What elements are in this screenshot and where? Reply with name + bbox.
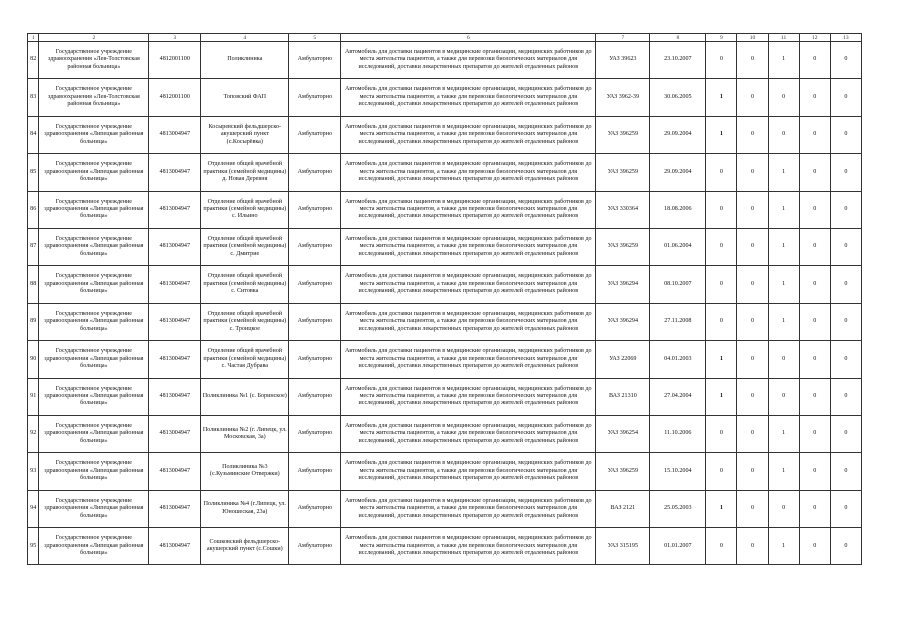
- count-col-9: 0: [706, 228, 737, 265]
- table-row: [28, 453, 862, 490]
- count-col-13: 0: [830, 79, 861, 116]
- service-type: Амбулаторно: [289, 228, 341, 265]
- table-row: [28, 303, 862, 340]
- organization-name: Государственное учреждение здравоохранения «Липецкая районная больница»: [39, 303, 149, 340]
- organization-name: Государственное учреждение здравоохранения «Липецкая районная больница»: [39, 116, 149, 153]
- unit-name: Косыревский фельдшерско-акушерский пункт (с.Косырёвка): [201, 116, 289, 153]
- count-col-13: 0: [830, 415, 861, 452]
- registration-date: 23.10.2007: [650, 42, 706, 79]
- count-col-9: 0: [706, 42, 737, 79]
- inn-code: 4813004947: [149, 453, 201, 490]
- count-col-11: 1: [768, 42, 799, 79]
- organization-name: Государственное учреждение здравоохранения «Липецкая районная больница»: [39, 415, 149, 452]
- count-col-9: 1: [706, 378, 737, 415]
- inn-code: 4813004947: [149, 341, 201, 378]
- count-col-10: 0: [737, 378, 768, 415]
- count-col-12: 0: [799, 191, 830, 228]
- count-col-9: 0: [706, 415, 737, 452]
- vehicle-purpose: Автомобиль для доставки пациентов в медицинские организации, медицинских работников до места жительства пациентов, а также для перевозки биологических материалов для исследований, доставки лекарственных препаратов до жителей отдаленных районов: [341, 341, 596, 378]
- table-row: [28, 415, 862, 452]
- column-number: 11: [768, 34, 799, 42]
- vehicle-purpose: Автомобиль для доставки пациентов в медицинские организации, медицинских работников до места жительства пациентов, а также для перевозки биологических материалов для исследований, доставки лекарственных препаратов до жителей отдаленных районов: [341, 42, 596, 79]
- count-col-12: 0: [799, 116, 830, 153]
- vehicle-model: УАЗ 330364: [596, 191, 650, 228]
- organization-name: Государственное учреждение здравоохранения «Липецкая районная больница»: [39, 191, 149, 228]
- column-number-row: [28, 34, 862, 42]
- unit-name: Поликлиника №1 (с. Боринское): [201, 378, 289, 415]
- count-col-10: 0: [737, 266, 768, 303]
- count-col-9: 1: [706, 490, 737, 527]
- table-row: [28, 154, 862, 191]
- column-number: 9: [706, 34, 737, 42]
- unit-name: Отделение общей врачебной практики (семейной медицины) с. Ильино: [201, 191, 289, 228]
- registration-date: 08.10.2007: [650, 266, 706, 303]
- service-type: Амбулаторно: [289, 42, 341, 79]
- count-col-13: 0: [830, 490, 861, 527]
- count-col-11: 1: [768, 191, 799, 228]
- organization-name: Государственное учреждение здравоохранения «Липецкая районная больница»: [39, 453, 149, 490]
- row-number: 89: [28, 303, 39, 340]
- inn-code: 4813004947: [149, 303, 201, 340]
- organization-name: Государственное учреждение здравоохранения «Липецкая районная больница»: [39, 228, 149, 265]
- column-number: 5: [289, 34, 341, 42]
- count-col-11: 0: [768, 490, 799, 527]
- table-row: [28, 116, 862, 153]
- count-col-12: 0: [799, 42, 830, 79]
- row-number: 91: [28, 378, 39, 415]
- count-col-11: 1: [768, 528, 799, 565]
- count-col-10: 0: [737, 415, 768, 452]
- unit-name: Поликлиника: [201, 42, 289, 79]
- vehicle-model: ВАЗ 21310: [596, 378, 650, 415]
- count-col-12: 0: [799, 378, 830, 415]
- vehicle-purpose: Автомобиль для доставки пациентов в медицинские организации, медицинских работников до места жительства пациентов, а также для перевозки биологических материалов для исследований, доставки лекарственных препаратов до жителей отдаленных районов: [341, 528, 596, 565]
- registration-date: 11.10.2006: [650, 415, 706, 452]
- count-col-13: 0: [830, 42, 861, 79]
- row-number: 86: [28, 191, 39, 228]
- count-col-10: 0: [737, 116, 768, 153]
- count-col-13: 0: [830, 116, 861, 153]
- vehicle-purpose: Автомобиль для доставки пациентов в медицинские организации, медицинских работников до места жительства пациентов, а также для перевозки биологических материалов для исследований, доставки лекарственных препаратов до жителей отдаленных районов: [341, 191, 596, 228]
- count-col-12: 0: [799, 228, 830, 265]
- service-type: Амбулаторно: [289, 154, 341, 191]
- unit-name: Отделение общей врачебной практики (семейной медицины) с. Ситовка: [201, 266, 289, 303]
- row-number: 87: [28, 228, 39, 265]
- unit-name: Поликлиника №3 (с.Кузьминские Отвержки): [201, 453, 289, 490]
- registration-date: 15.10.2004: [650, 453, 706, 490]
- registration-date: 29.09.2004: [650, 154, 706, 191]
- count-col-10: 0: [737, 191, 768, 228]
- count-col-11: 1: [768, 303, 799, 340]
- vehicle-model: УАЗ 22069: [596, 341, 650, 378]
- count-col-12: 0: [799, 266, 830, 303]
- service-type: Амбулаторно: [289, 116, 341, 153]
- count-col-9: 0: [706, 154, 737, 191]
- unit-name: Отделение общей врачебной практики (семейной медицины) с. Троицкое: [201, 303, 289, 340]
- organization-name: Государственное учреждение здравоохранения «Липецкая районная больница»: [39, 378, 149, 415]
- count-col-10: 0: [737, 341, 768, 378]
- vehicle-model: УАЗ 396259: [596, 228, 650, 265]
- registration-date: 30.06.2005: [650, 79, 706, 116]
- vehicle-purpose: Автомобиль для доставки пациентов в медицинские организации, медицинских работников до места жительства пациентов, а также для перевозки биологических материалов для исследований, доставки лекарственных препаратов до жителей отдаленных районов: [341, 415, 596, 452]
- count-col-13: 0: [830, 341, 861, 378]
- count-col-12: 0: [799, 528, 830, 565]
- count-col-13: 0: [830, 266, 861, 303]
- row-number: 82: [28, 42, 39, 79]
- count-col-11: 1: [768, 228, 799, 265]
- count-col-10: 0: [737, 303, 768, 340]
- inn-code: 4813004947: [149, 415, 201, 452]
- count-col-9: 0: [706, 453, 737, 490]
- inn-code: 4813004947: [149, 228, 201, 265]
- count-col-12: 0: [799, 303, 830, 340]
- vehicle-model: УАЗ 39623: [596, 42, 650, 79]
- count-col-13: 0: [830, 154, 861, 191]
- count-col-9: 1: [706, 79, 737, 116]
- row-number: 93: [28, 453, 39, 490]
- table-row: [28, 341, 862, 378]
- table-row: [28, 490, 862, 527]
- vehicle-model: УАЗ 396259: [596, 154, 650, 191]
- count-col-10: 0: [737, 154, 768, 191]
- column-number: 10: [737, 34, 768, 42]
- service-type: Амбулаторно: [289, 341, 341, 378]
- count-col-12: 0: [799, 154, 830, 191]
- count-col-12: 0: [799, 453, 830, 490]
- service-type: Амбулаторно: [289, 415, 341, 452]
- count-col-9: 0: [706, 266, 737, 303]
- count-col-12: 0: [799, 341, 830, 378]
- inn-code: 4812001100: [149, 79, 201, 116]
- vehicle-model: УАЗ 315195: [596, 528, 650, 565]
- unit-name: Топовский ФАП: [201, 79, 289, 116]
- vehicle-register-table: [27, 33, 862, 565]
- count-col-10: 0: [737, 490, 768, 527]
- row-number: 95: [28, 528, 39, 565]
- count-col-11: 1: [768, 154, 799, 191]
- count-col-10: 0: [737, 228, 768, 265]
- row-number: 94: [28, 490, 39, 527]
- vehicle-purpose: Автомобиль для доставки пациентов в медицинские организации, медицинских работников до места жительства пациентов, а также для перевозки биологических материалов для исследований, доставки лекарственных препаратов до жителей отдаленных районов: [341, 228, 596, 265]
- inn-code: 4813004947: [149, 191, 201, 228]
- vehicle-purpose: Автомобиль для доставки пациентов в медицинские организации, медицинских работников до места жительства пациентов, а также для перевозки биологических материалов для исследований, доставки лекарственных препаратов до жителей отдаленных районов: [341, 303, 596, 340]
- count-col-11: 1: [768, 453, 799, 490]
- organization-name: Государственное учреждение здравоохранения «Липецкая районная больница»: [39, 154, 149, 191]
- count-col-9: 0: [706, 303, 737, 340]
- column-number: 2: [39, 34, 149, 42]
- vehicle-purpose: Автомобиль для доставки пациентов в медицинские организации, медицинских работников до места жительства пациентов, а также для перевозки биологических материалов для исследований, доставки лекарственных препаратов до жителей отдаленных районов: [341, 154, 596, 191]
- unit-name: Поликлиника №4 (г.Липецк, ул. Юношеская, 23а): [201, 490, 289, 527]
- vehicle-model: ВАЗ 2121: [596, 490, 650, 527]
- service-type: Амбулаторно: [289, 528, 341, 565]
- vehicle-purpose: Автомобиль для доставки пациентов в медицинские организации, медицинских работников до места жительства пациентов, а также для перевозки биологических материалов для исследований, доставки лекарственных препаратов до жителей отдаленных районов: [341, 490, 596, 527]
- vehicle-model: УАЗ 396259: [596, 453, 650, 490]
- count-col-11: 0: [768, 79, 799, 116]
- inn-code: 4813004947: [149, 154, 201, 191]
- column-number: 7: [596, 34, 650, 42]
- registration-date: 01.06.2004: [650, 228, 706, 265]
- row-number: 84: [28, 116, 39, 153]
- table-row: [28, 266, 862, 303]
- organization-name: Государственное учреждение здравоохранения «Липецкая районная больница»: [39, 528, 149, 565]
- count-col-11: 1: [768, 266, 799, 303]
- vehicle-purpose: Автомобиль для доставки пациентов в медицинские организации, медицинских работников до места жительства пациентов, а также для перевозки биологических материалов для исследований, доставки лекарственных препаратов до жителей отдаленных районов: [341, 116, 596, 153]
- column-number: 8: [650, 34, 706, 42]
- count-col-13: 0: [830, 378, 861, 415]
- unit-name: Отделение общей врачебной практики (семейной медицины) с. Частая Дубрава: [201, 341, 289, 378]
- column-number: 6: [341, 34, 596, 42]
- count-col-9: 1: [706, 116, 737, 153]
- count-col-11: 0: [768, 378, 799, 415]
- unit-name: Отделение общей врачебной практики (семейной медицины) д. Новая Деревня: [201, 154, 289, 191]
- column-number: 13: [830, 34, 861, 42]
- count-col-10: 0: [737, 42, 768, 79]
- registration-date: 18.08.2006: [650, 191, 706, 228]
- inn-code: 4813004947: [149, 116, 201, 153]
- organization-name: Государственное учреждение здравоохранения «Липецкая районная больница»: [39, 341, 149, 378]
- unit-name: Сошковский фельдшерско-акушерский пункт (с.Сошки): [201, 528, 289, 565]
- inn-code: 4813004947: [149, 528, 201, 565]
- count-col-13: 0: [830, 191, 861, 228]
- service-type: Амбулаторно: [289, 378, 341, 415]
- service-type: Амбулаторно: [289, 191, 341, 228]
- table-row: [28, 79, 862, 116]
- count-col-12: 0: [799, 415, 830, 452]
- inn-code: 4812001100: [149, 42, 201, 79]
- row-number: 88: [28, 266, 39, 303]
- count-col-10: 0: [737, 79, 768, 116]
- count-col-13: 0: [830, 303, 861, 340]
- count-col-10: 0: [737, 453, 768, 490]
- registration-date: 25.05.2003: [650, 490, 706, 527]
- vehicle-purpose: Автомобиль для доставки пациентов в медицинские организации, медицинских работников до места жительства пациентов, а также для перевозки биологических материалов для исследований, доставки лекарственных препаратов до жителей отдаленных районов: [341, 79, 596, 116]
- organization-name: Государственное учреждение здравоохранения «Лев-Толстовская районная больница»: [39, 42, 149, 79]
- unit-name: Отделение общей врачебной практики (семейной медицины) с. Дмитрие: [201, 228, 289, 265]
- count-col-11: 0: [768, 116, 799, 153]
- vehicle-model: УАЗ 396254: [596, 415, 650, 452]
- row-number: 83: [28, 79, 39, 116]
- table-row: [28, 228, 862, 265]
- inn-code: 4813004947: [149, 266, 201, 303]
- vehicle-purpose: Автомобиль для доставки пациентов в медицинские организации, медицинских работников до места жительства пациентов, а также для перевозки биологических материалов для исследований, доставки лекарственных препаратов до жителей отдаленных районов: [341, 266, 596, 303]
- count-col-10: 0: [737, 528, 768, 565]
- count-col-13: 0: [830, 453, 861, 490]
- count-col-9: 0: [706, 191, 737, 228]
- count-col-11: 0: [768, 341, 799, 378]
- organization-name: Государственное учреждение здравоохранения «Лев-Толстовская районная больница»: [39, 79, 149, 116]
- service-type: Амбулаторно: [289, 303, 341, 340]
- registration-date: 27.11.2008: [650, 303, 706, 340]
- row-number: 92: [28, 415, 39, 452]
- count-col-9: 0: [706, 528, 737, 565]
- count-col-12: 0: [799, 490, 830, 527]
- count-col-13: 0: [830, 228, 861, 265]
- count-col-11: 1: [768, 415, 799, 452]
- column-number: 4: [201, 34, 289, 42]
- table-row: [28, 378, 862, 415]
- service-type: Амбулаторно: [289, 453, 341, 490]
- registration-date: 29.09.2004: [650, 116, 706, 153]
- service-type: Амбулаторно: [289, 490, 341, 527]
- count-col-12: 0: [799, 79, 830, 116]
- column-number: 3: [149, 34, 201, 42]
- organization-name: Государственное учреждение здравоохранения «Липецкая районная больница»: [39, 266, 149, 303]
- unit-name: Поликлиника №2 (г. Липецк, ул. Московская, 3а): [201, 415, 289, 452]
- count-col-9: 1: [706, 341, 737, 378]
- service-type: Амбулаторно: [289, 79, 341, 116]
- registration-date: 04.01.2003: [650, 341, 706, 378]
- registration-date: 27.04.2004: [650, 378, 706, 415]
- column-number: 1: [28, 34, 39, 42]
- row-number: 90: [28, 341, 39, 378]
- vehicle-model: УАЗ 396259: [596, 116, 650, 153]
- vehicle-purpose: Автомобиль для доставки пациентов в медицинские организации, медицинских работников до места жительства пациентов, а также для перевозки биологических материалов для исследований, доставки лекарственных препаратов до жителей отдаленных районов: [341, 378, 596, 415]
- inn-code: 4813004947: [149, 490, 201, 527]
- vehicle-purpose: Автомобиль для доставки пациентов в медицинские организации, медицинских работников до места жительства пациентов, а также для перевозки биологических материалов для исследований, доставки лекарственных препаратов до жителей отдаленных районов: [341, 453, 596, 490]
- table-row: [28, 528, 862, 565]
- vehicle-model: УАЗ 3962-39: [596, 79, 650, 116]
- inn-code: 4813004947: [149, 378, 201, 415]
- count-col-13: 0: [830, 528, 861, 565]
- column-number: 12: [799, 34, 830, 42]
- vehicle-model: УАЗ 396294: [596, 266, 650, 303]
- registration-date: 01.01.2007: [650, 528, 706, 565]
- table-row: [28, 42, 862, 79]
- row-number: 85: [28, 154, 39, 191]
- service-type: Амбулаторно: [289, 266, 341, 303]
- vehicle-model: УАЗ 396294: [596, 303, 650, 340]
- table-row: [28, 191, 862, 228]
- organization-name: Государственное учреждение здравоохранения «Липецкая районная больница»: [39, 490, 149, 527]
